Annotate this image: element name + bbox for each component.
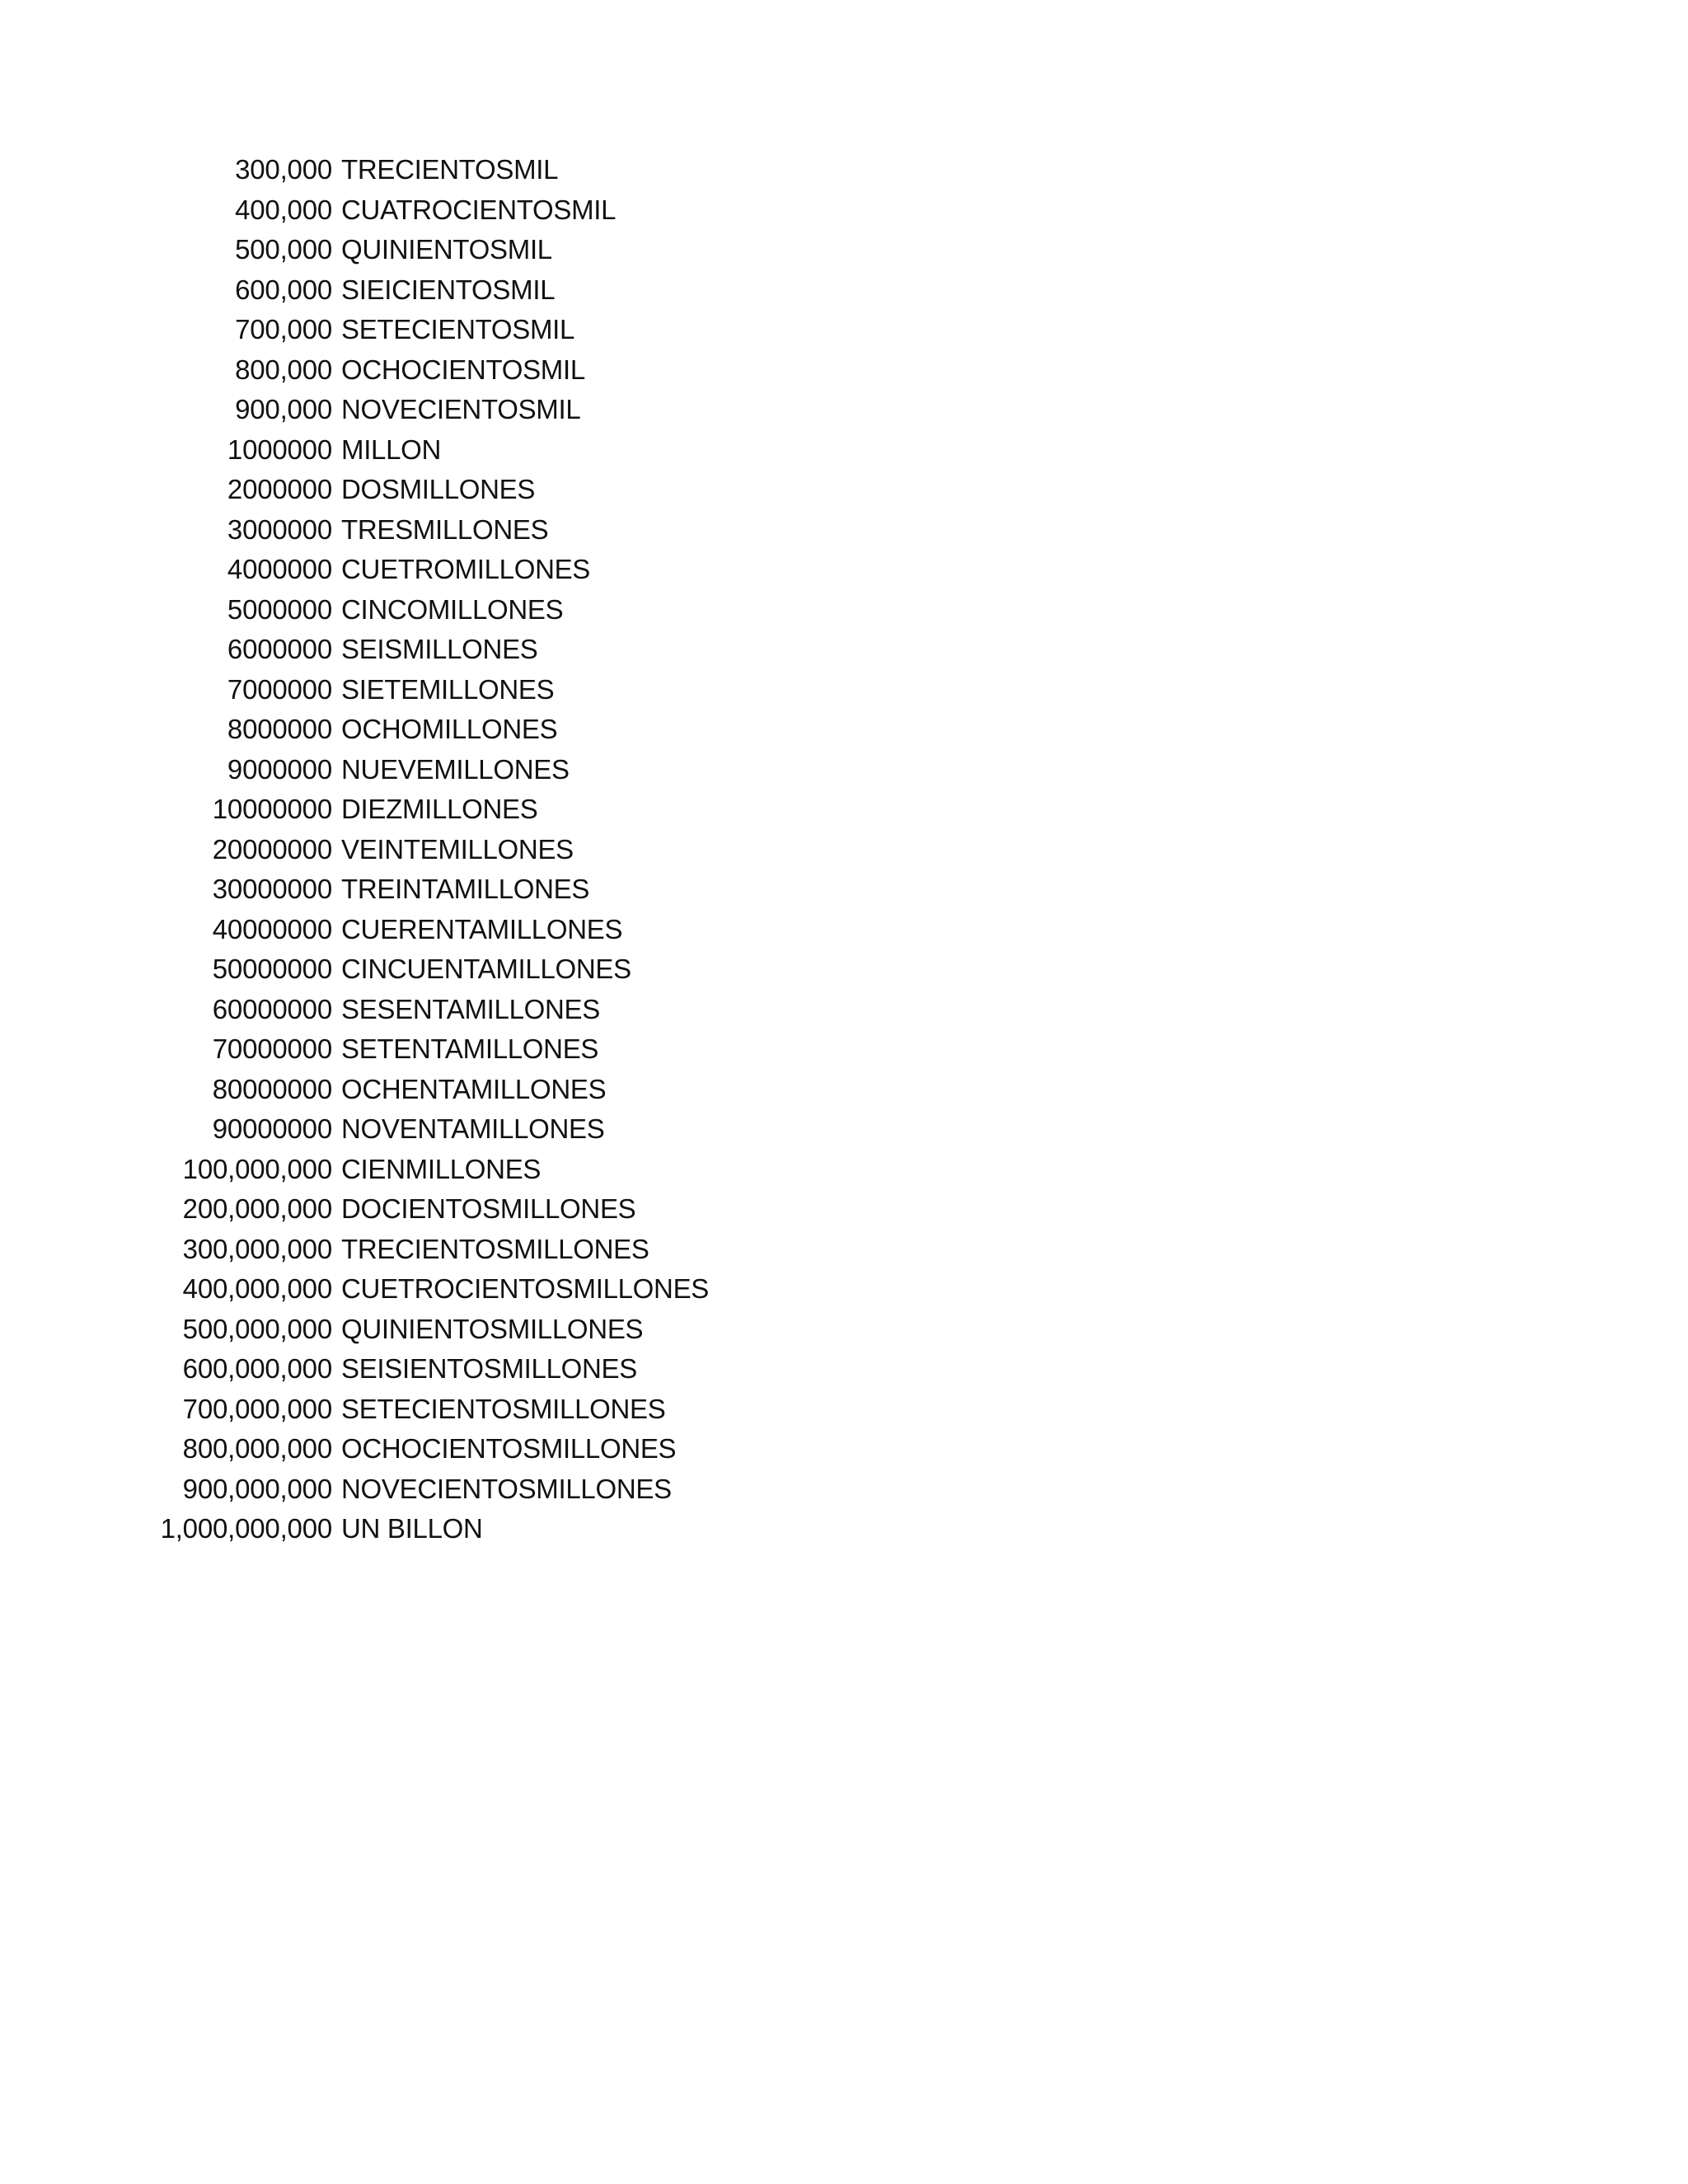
number-cell: 3000000 xyxy=(227,513,332,545)
table-row xyxy=(0,1109,1688,1150)
number-cell: 8000000 xyxy=(227,714,332,744)
number-cell: 1,000,000,000 xyxy=(160,1513,332,1544)
number-cell: 30000000 xyxy=(212,874,332,904)
number-cell: 40000000 xyxy=(212,913,332,944)
number-cell: 10000000 xyxy=(212,794,332,824)
number-cell: 1000000 xyxy=(227,434,332,465)
word-cell: TRESMILLONES xyxy=(341,513,549,545)
word-cell: DIEZMILLONES xyxy=(341,794,538,824)
table-row xyxy=(0,1390,1688,1430)
word-cell: CUETROMILLONES xyxy=(341,554,591,584)
table-row xyxy=(0,1189,1688,1230)
table-row xyxy=(0,310,1688,350)
word-cell: NOVECIENTOSMILLONES xyxy=(341,1473,672,1504)
table-row xyxy=(0,390,1688,430)
table-row xyxy=(0,830,1688,870)
table-row xyxy=(0,790,1688,830)
word-cell: SIEICIENTOSMIL xyxy=(341,274,556,305)
number-cell: 800,000,000 xyxy=(182,1433,332,1464)
word-cell: TRECIENTOSMILLONES xyxy=(341,1233,649,1264)
number-cell: 20000000 xyxy=(212,833,332,865)
word-cell: DOCIENTOSMILLONES xyxy=(341,1193,636,1224)
word-cell: MILLON xyxy=(341,434,442,465)
number-cell: 900,000,000 xyxy=(182,1473,332,1504)
table-row xyxy=(0,1029,1688,1070)
number-cell: 500,000,000 xyxy=(182,1313,332,1344)
table-row xyxy=(0,949,1688,990)
number-cell: 500,000 xyxy=(235,234,332,265)
word-cell: OCHOCIENTOSMILLONES xyxy=(341,1433,677,1464)
table-row xyxy=(0,510,1688,551)
number-cell: 100,000,000 xyxy=(182,1153,332,1184)
number-cell: 700,000 xyxy=(235,314,332,344)
number-cell: 70000000 xyxy=(212,1033,332,1064)
word-cell: CUATROCIENTOSMIL xyxy=(341,194,617,225)
number-cell: 90000000 xyxy=(212,1113,332,1144)
word-cell: SETECIENTOSMIL xyxy=(341,314,575,344)
number-cell: 4000000 xyxy=(227,554,332,584)
word-cell: QUINIENTOSMIL xyxy=(341,234,552,265)
number-cell: 800,000 xyxy=(235,354,332,385)
table-row xyxy=(0,270,1688,311)
table-row xyxy=(0,550,1688,590)
word-cell: DOSMILLONES xyxy=(341,474,536,504)
table-row xyxy=(0,150,1688,190)
number-cell: 80000000 xyxy=(212,1073,332,1104)
word-cell: NUEVEMILLONES xyxy=(341,753,570,785)
table-row xyxy=(0,1269,1688,1310)
word-cell: CINCUENTAMILLONES xyxy=(341,954,631,984)
number-cell: 200,000,000 xyxy=(182,1193,332,1224)
number-cell: 9000000 xyxy=(227,753,332,785)
word-cell: SEISIENTOSMILLONES xyxy=(341,1353,637,1384)
word-cell: CUETROCIENTOSMILLONES xyxy=(341,1273,710,1304)
word-cell: QUINIENTOSMILLONES xyxy=(341,1313,644,1344)
number-cell: 2000000 xyxy=(227,474,332,504)
word-cell: UN BILLON xyxy=(341,1513,483,1544)
table-row xyxy=(0,470,1688,510)
table-row xyxy=(0,350,1688,391)
table-row xyxy=(0,1070,1688,1110)
table-row xyxy=(0,1310,1688,1350)
word-cell: TREINTAMILLONES xyxy=(341,874,590,904)
table-row xyxy=(0,1509,1688,1549)
number-cell: 700,000,000 xyxy=(182,1393,332,1424)
table-row xyxy=(0,230,1688,270)
table-row xyxy=(0,1150,1688,1190)
table-row xyxy=(0,750,1688,790)
number-cell: 60000000 xyxy=(212,993,332,1024)
word-cell: SETECIENTOSMILLONES xyxy=(341,1393,666,1424)
number-cell: 400,000,000 xyxy=(182,1273,332,1304)
table-row xyxy=(0,1429,1688,1469)
table-row xyxy=(0,190,1688,231)
number-cell: 6000000 xyxy=(227,634,332,664)
word-cell: CINCOMILLONES xyxy=(341,593,564,625)
spreadsheet-page xyxy=(0,150,1688,1549)
number-cell: 300,000,000 xyxy=(182,1233,332,1264)
word-cell: OCHENTAMILLONES xyxy=(341,1073,607,1104)
number-cell: 600,000 xyxy=(235,274,332,305)
table-row xyxy=(0,990,1688,1030)
table-row xyxy=(0,1349,1688,1390)
table-row xyxy=(0,630,1688,670)
word-cell: NOVECIENTOSMIL xyxy=(341,394,581,424)
table-row xyxy=(0,1469,1688,1510)
table-row xyxy=(0,869,1688,910)
number-cell: 5000000 xyxy=(227,593,332,625)
number-cell: 600,000,000 xyxy=(182,1353,332,1384)
number-cell: 300,000 xyxy=(235,154,332,185)
table-row xyxy=(0,670,1688,710)
word-cell: NOVENTAMILLONES xyxy=(341,1113,605,1144)
word-cell: CIENMILLONES xyxy=(341,1153,542,1184)
word-cell: SESENTAMILLONES xyxy=(341,993,600,1024)
word-cell: OCHOMILLONES xyxy=(341,714,558,744)
table-row xyxy=(0,710,1688,750)
word-cell: SIETEMILLONES xyxy=(341,673,555,705)
number-cell: 400,000 xyxy=(235,194,332,225)
word-cell: OCHOCIENTOSMIL xyxy=(341,354,585,385)
number-cell: 50000000 xyxy=(212,954,332,984)
word-cell: SEISMILLONES xyxy=(341,634,538,664)
word-cell: SETENTAMILLONES xyxy=(341,1033,599,1064)
table-row xyxy=(0,1230,1688,1270)
word-cell: TRECIENTOSMIL xyxy=(341,154,559,185)
table-row xyxy=(0,430,1688,471)
word-cell: CUERENTAMILLONES xyxy=(341,913,623,944)
table-row xyxy=(0,590,1688,630)
number-cell: 900,000 xyxy=(235,394,332,424)
word-cell: VEINTEMILLONES xyxy=(341,833,574,865)
number-cell: 7000000 xyxy=(227,673,332,705)
table-row xyxy=(0,910,1688,950)
